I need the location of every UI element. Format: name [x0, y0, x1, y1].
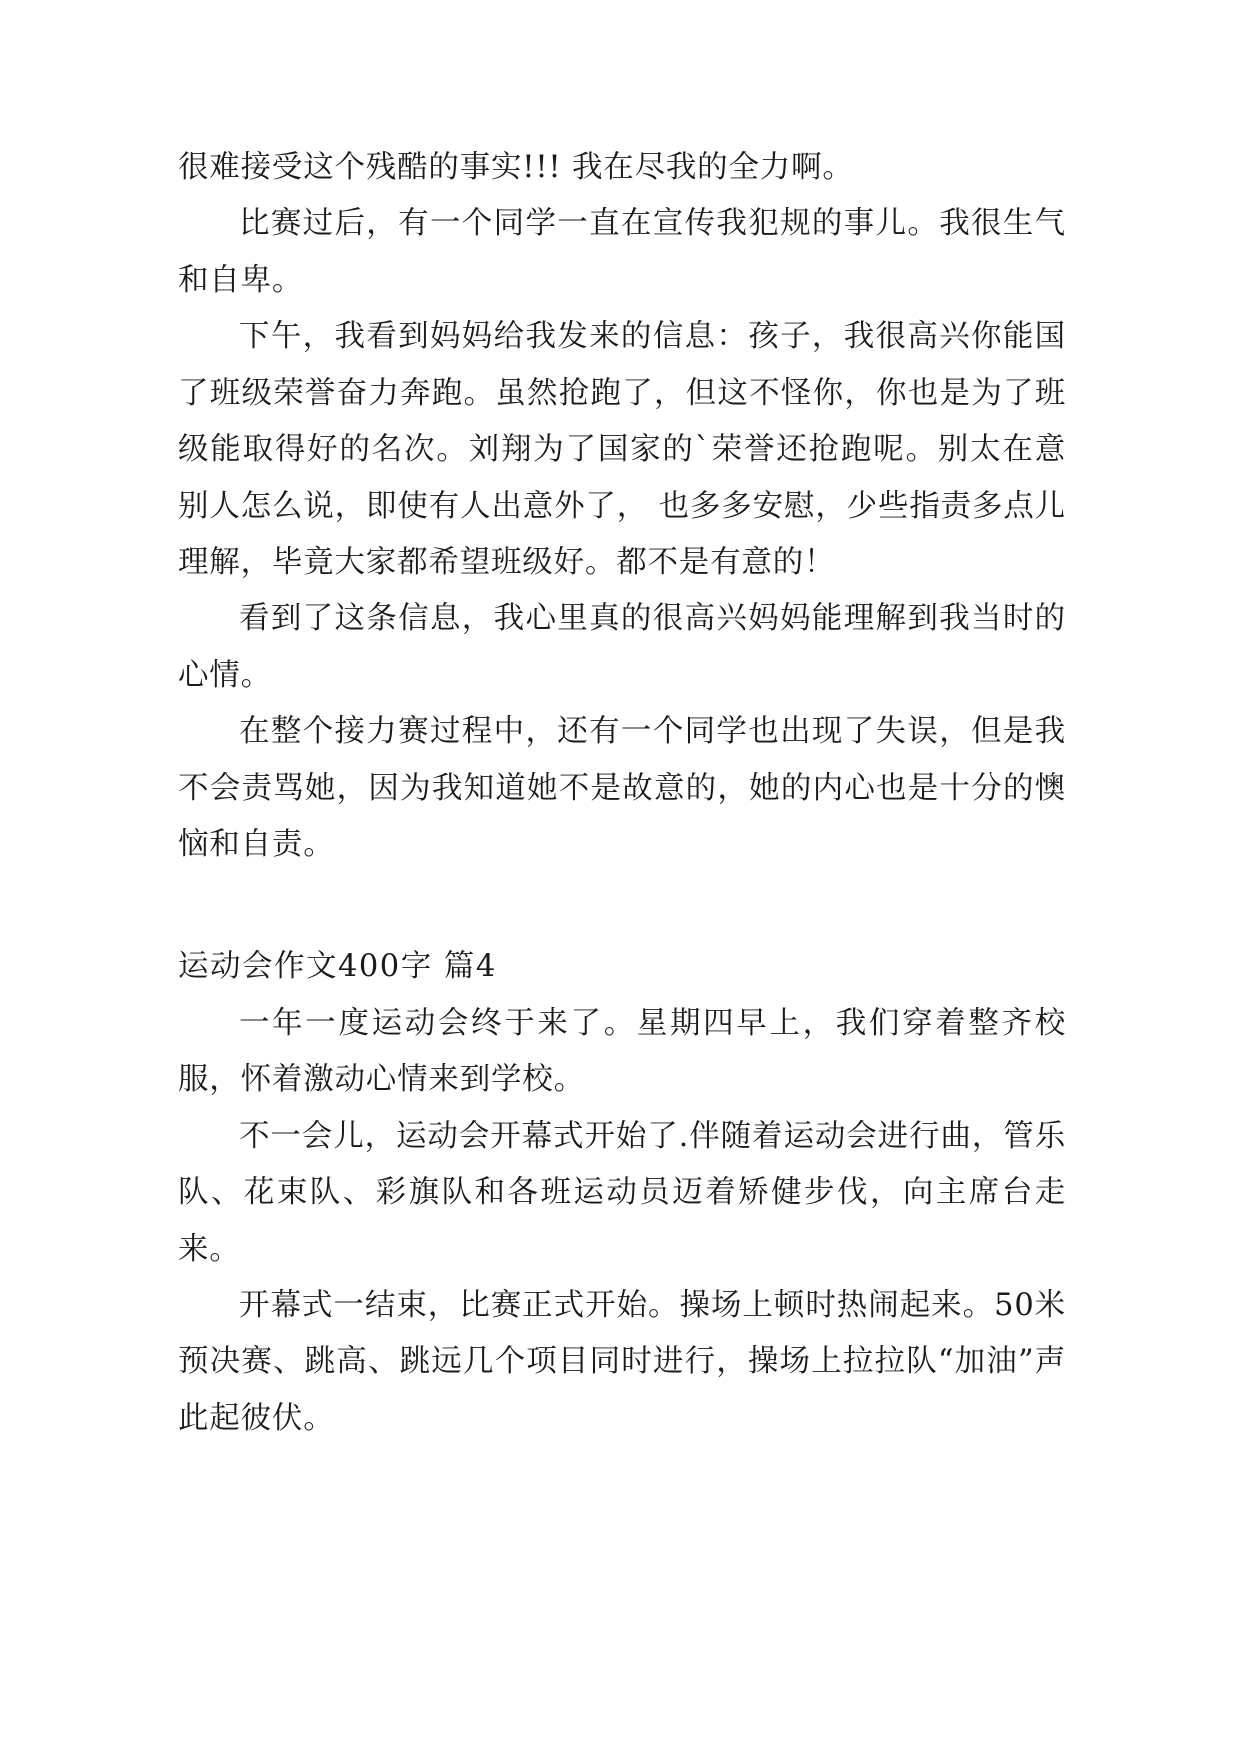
paragraph: 一年一度运动会终于来了。星期四早上，我们穿着整齐校服，怀着激动心情来到学校。: [178, 1005, 1066, 1098]
paragraph: 下午，我看到妈妈给我发来的信息：孩子，我很高兴你能国了班级荣誉奋力奔跑。虽然抢跑了，但这不怪你，你也是为了班级能取得好的名次。刘翔为了国家的`荣誉还抢跑呢。别太在意别人怎么说，即使有人出意外了， 也多多安慰，少些指责多点儿理解，毕竟大家都希望班级好。都不是有意的！: [178, 319, 1066, 580]
paragraph: 不一会儿，运动会开幕式开始了.伴随着运动会进行曲，管乐队、花束队、彩旗队和各班运动员迈着矫健步伐，向主席台走来。: [178, 1118, 1066, 1267]
paragraph-continuation: 很难接受这个残酷的事实!!! 我在尽我的全力啊。: [178, 150, 854, 185]
section-heading: 运动会作文400字 篇4: [178, 949, 497, 985]
paragraph: 开幕式一结束，比赛正式开始。操场上顿时热闹起来。50米预决赛、跳高、跳远几个项目同时进行，操场上拉拉队“加油”声此起彼伏。: [178, 1288, 1066, 1436]
paragraph: 比赛过后，有一个同学一直在宣传我犯规的事儿。我很生气和自卑。: [178, 206, 1066, 298]
document-body: [178, 140, 1066, 1447]
paragraph: 看到了这条信息，我心里真的很高兴妈妈能理解到我当时的心情。: [178, 601, 1066, 693]
paragraph: 在整个接力赛过程中，还有一个同学也出现了失误，但是我不会责骂她，因为我知道她不是故意的，她的内心也是十分的懊恼和自责。: [178, 714, 1066, 863]
